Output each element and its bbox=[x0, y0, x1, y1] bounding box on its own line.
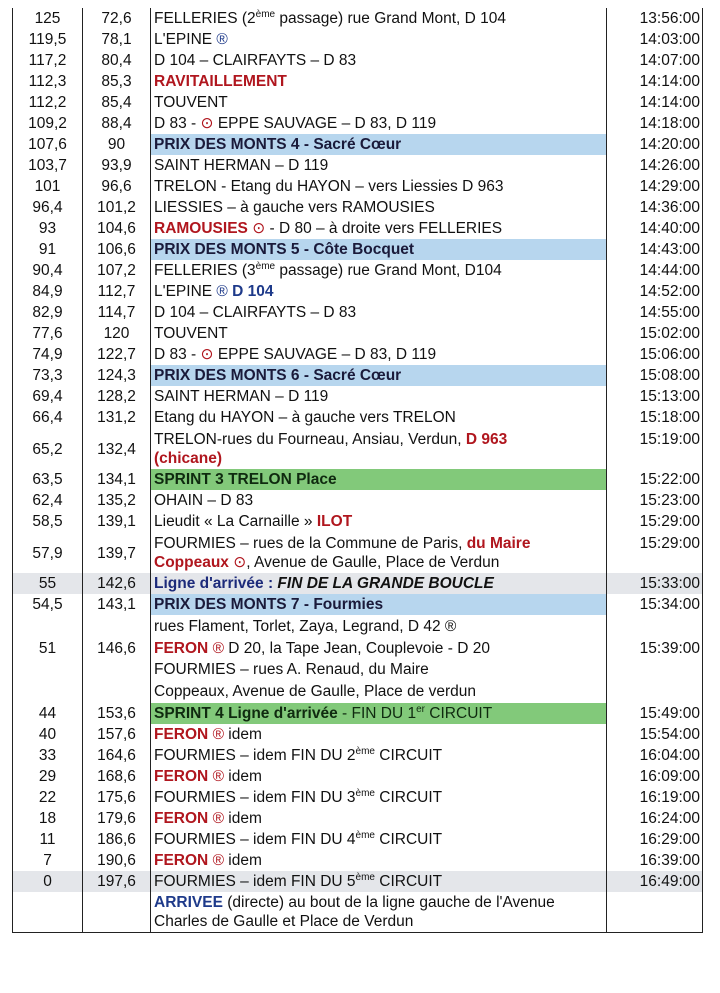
passage-time: 14:14:00 bbox=[607, 92, 703, 113]
km-covered: 135,2 bbox=[83, 490, 151, 511]
route-description: SAINT HERMAN – D 119 bbox=[151, 155, 607, 176]
passage-time: 15:29:00 bbox=[607, 532, 703, 573]
km-remaining: 91 bbox=[13, 239, 83, 260]
km-covered: 164,6 bbox=[83, 745, 151, 766]
registered-symbol: ® bbox=[216, 283, 228, 300]
km-remaining: 57,9 bbox=[13, 532, 83, 573]
passage-time: 14:36:00 bbox=[607, 197, 703, 218]
passage-time: 15:22:00 bbox=[607, 469, 703, 490]
route-description: FELLERIES (3ème passage) rue Grand Mont, D104 bbox=[151, 260, 607, 281]
km-remaining: 55 bbox=[13, 573, 83, 594]
route-description: D 83 - ⊙ EPPE SAUVAGE – D 83, D 119 bbox=[151, 344, 607, 365]
km-remaining: 96,4 bbox=[13, 197, 83, 218]
table-row bbox=[13, 239, 703, 260]
registered-symbol: ® bbox=[212, 726, 224, 743]
km-covered: 104,6 bbox=[83, 218, 151, 239]
table-row bbox=[13, 113, 703, 134]
route-schedule bbox=[12, 8, 702, 933]
table-row bbox=[13, 511, 703, 532]
passage-time: 15:34:00 bbox=[607, 594, 703, 615]
table-row bbox=[13, 344, 703, 365]
km-remaining: 112,3 bbox=[13, 71, 83, 92]
passage-time: 16:19:00 bbox=[607, 787, 703, 808]
table-row bbox=[13, 29, 703, 50]
passage-time: 16:09:00 bbox=[607, 766, 703, 787]
route-description: Lieudit « La Carnaille » ILOT bbox=[151, 511, 607, 532]
route-description: TRELON-rues du Fourneau, Ansiau, Verdun, D 963 (chicane) bbox=[151, 428, 607, 469]
km-remaining: 73,3 bbox=[13, 365, 83, 386]
table-row bbox=[13, 155, 703, 176]
km-covered: 143,1 bbox=[83, 594, 151, 615]
route-description: D 104 – CLAIRFAYTS – D 83 bbox=[151, 302, 607, 323]
table-row bbox=[13, 490, 703, 511]
climb-label: PRIX DES MONTS 5 - Côte Bocquet bbox=[151, 239, 607, 260]
km-remaining: 82,9 bbox=[13, 302, 83, 323]
route-description: SAINT HERMAN – D 119 bbox=[151, 386, 607, 407]
route-description: FOURMIES – idem FIN DU 3ème CIRCUIT bbox=[151, 787, 607, 808]
table-row bbox=[13, 50, 703, 71]
route-description: RAMOUSIES ⊙ - D 80 – à droite vers FELLERIES bbox=[151, 218, 607, 239]
passage-time: 14:44:00 bbox=[607, 260, 703, 281]
km-covered: 190,6 bbox=[83, 850, 151, 871]
roundabout-symbol: ⊙ bbox=[200, 115, 214, 132]
table-row bbox=[13, 281, 703, 302]
km-remaining: 125 bbox=[13, 8, 83, 29]
registered-symbol: ® bbox=[212, 768, 224, 785]
km-remaining: 84,9 bbox=[13, 281, 83, 302]
route-description: FELLERIES (2ème passage) rue Grand Mont, D 104 bbox=[151, 8, 607, 29]
table-row bbox=[13, 197, 703, 218]
km-covered: 90 bbox=[83, 134, 151, 155]
passage-time: 15:39:00 bbox=[607, 615, 703, 703]
passage-time: 16:39:00 bbox=[607, 850, 703, 871]
km-covered: 139,1 bbox=[83, 511, 151, 532]
passage-time: 13:56:00 bbox=[607, 8, 703, 29]
passage-time: 14:14:00 bbox=[607, 71, 703, 92]
passage-time: 15:33:00 bbox=[607, 573, 703, 594]
registered-symbol: ® bbox=[212, 810, 224, 827]
km-remaining: 18 bbox=[13, 808, 83, 829]
table-row bbox=[13, 745, 703, 766]
passage-time: 15:13:00 bbox=[607, 386, 703, 407]
route-description: FERON ® idem bbox=[151, 850, 607, 871]
km-covered: 101,2 bbox=[83, 197, 151, 218]
km-covered: 80,4 bbox=[83, 50, 151, 71]
route-description: FOURMIES – idem FIN DU 2ème CIRCUIT bbox=[151, 745, 607, 766]
passage-time: 14:07:00 bbox=[607, 50, 703, 71]
km-covered: 106,6 bbox=[83, 239, 151, 260]
km-covered: 93,9 bbox=[83, 155, 151, 176]
km-remaining: 58,5 bbox=[13, 511, 83, 532]
km-covered: 179,6 bbox=[83, 808, 151, 829]
km-remaining: 65,2 bbox=[13, 428, 83, 469]
passage-time: 16:49:00 bbox=[607, 871, 703, 892]
table-row bbox=[13, 428, 703, 469]
table-row bbox=[13, 323, 703, 344]
table-row bbox=[13, 92, 703, 113]
table-row bbox=[13, 176, 703, 197]
km-covered: 72,6 bbox=[83, 8, 151, 29]
passage-time: 15:49:00 bbox=[607, 703, 703, 724]
km-remaining: 101 bbox=[13, 176, 83, 197]
table-row bbox=[13, 850, 703, 871]
km-remaining: 74,9 bbox=[13, 344, 83, 365]
km-remaining: 0 bbox=[13, 871, 83, 892]
passage-time: 15:06:00 bbox=[607, 344, 703, 365]
route-description: Etang du HAYON – à gauche vers TRELON bbox=[151, 407, 607, 428]
route-description: TOUVENT bbox=[151, 92, 607, 113]
route-description: LIESSIES – à gauche vers RAMOUSIES bbox=[151, 197, 607, 218]
passage-time: 15:29:00 bbox=[607, 511, 703, 532]
table-row bbox=[13, 134, 703, 155]
table-row bbox=[13, 218, 703, 239]
route-description: TRELON - Etang du HAYON – vers Liessies D 963 bbox=[151, 176, 607, 197]
registered-symbol: ® bbox=[212, 639, 224, 657]
km-remaining: 7 bbox=[13, 850, 83, 871]
route-description: FOURMIES – rues de la Commune de Paris, du Maire Coppeaux ⊙, Avenue de Gaulle, Place de Verdun bbox=[151, 532, 607, 573]
table-row bbox=[13, 8, 703, 29]
km-remaining: 90,4 bbox=[13, 260, 83, 281]
route-description: D 83 - ⊙ EPPE SAUVAGE – D 83, D 119 bbox=[151, 113, 607, 134]
km-covered: 128,2 bbox=[83, 386, 151, 407]
km-remaining: 109,2 bbox=[13, 113, 83, 134]
passage-time: 15:23:00 bbox=[607, 490, 703, 511]
table-row bbox=[13, 871, 703, 892]
finish-line-label: Ligne d'arrivée : FIN DE LA GRANDE BOUCLE bbox=[151, 573, 607, 594]
registered-symbol: ® bbox=[444, 618, 457, 635]
passage-time bbox=[607, 892, 703, 933]
km-covered: 131,2 bbox=[83, 407, 151, 428]
km-remaining: 40 bbox=[13, 724, 83, 745]
route-description: OHAIN – D 83 bbox=[151, 490, 607, 511]
roundabout-symbol: ⊙ bbox=[252, 220, 266, 237]
km-covered: 88,4 bbox=[83, 113, 151, 134]
passage-time: 14:03:00 bbox=[607, 29, 703, 50]
passage-time: 15:54:00 bbox=[607, 724, 703, 745]
passage-time: 14:40:00 bbox=[607, 218, 703, 239]
route-description: L'EPINE ® D 104 bbox=[151, 281, 607, 302]
route-description: FOURMIES – idem FIN DU 4ème CIRCUIT bbox=[151, 829, 607, 850]
km-covered: 107,2 bbox=[83, 260, 151, 281]
passage-time: 14:20:00 bbox=[607, 134, 703, 155]
table-row bbox=[13, 260, 703, 281]
table-row bbox=[13, 386, 703, 407]
km-remaining: 22 bbox=[13, 787, 83, 808]
passage-time: 14:18:00 bbox=[607, 113, 703, 134]
km-covered: 142,6 bbox=[83, 573, 151, 594]
table-row bbox=[13, 532, 703, 573]
km-covered: 112,7 bbox=[83, 281, 151, 302]
table-row bbox=[13, 407, 703, 428]
km-covered: 132,4 bbox=[83, 428, 151, 469]
km-covered: 78,1 bbox=[83, 29, 151, 50]
table-row bbox=[13, 703, 703, 724]
km-remaining: 29 bbox=[13, 766, 83, 787]
table-row bbox=[13, 573, 703, 594]
passage-time: 16:04:00 bbox=[607, 745, 703, 766]
km-covered: 186,6 bbox=[83, 829, 151, 850]
km-covered: 153,6 bbox=[83, 703, 151, 724]
passage-time: 14:26:00 bbox=[607, 155, 703, 176]
passage-time: 15:08:00 bbox=[607, 365, 703, 386]
table-row bbox=[13, 71, 703, 92]
passage-time: 16:29:00 bbox=[607, 829, 703, 850]
km-remaining: 63,5 bbox=[13, 469, 83, 490]
km-covered: 139,7 bbox=[83, 532, 151, 573]
km-covered: 146,6 bbox=[83, 615, 151, 703]
route-description: FERON ® idem bbox=[151, 808, 607, 829]
table-row bbox=[13, 365, 703, 386]
roundabout-symbol: ⊙ bbox=[233, 554, 247, 571]
route-description: D 104 – CLAIRFAYTS – D 83 bbox=[151, 50, 607, 71]
km-remaining: 77,6 bbox=[13, 323, 83, 344]
km-covered: 175,6 bbox=[83, 787, 151, 808]
table-row bbox=[13, 808, 703, 829]
sprint-label: SPRINT 3 TRELON Place bbox=[151, 469, 607, 490]
km-covered: 197,6 bbox=[83, 871, 151, 892]
km-remaining: 93 bbox=[13, 218, 83, 239]
km-covered: 120 bbox=[83, 323, 151, 344]
route-description: L'EPINE ® bbox=[151, 29, 607, 50]
finish-description: ARRIVEE (directe) au bout de la ligne gauche de l'Avenue Charles de Gaulle et Place de Verdun bbox=[151, 892, 607, 933]
km-covered: 168,6 bbox=[83, 766, 151, 787]
km-covered: 122,7 bbox=[83, 344, 151, 365]
registered-symbol: ® bbox=[216, 31, 228, 48]
km-remaining: 62,4 bbox=[13, 490, 83, 511]
km-covered bbox=[83, 892, 151, 933]
km-covered: 134,1 bbox=[83, 469, 151, 490]
passage-time: 15:02:00 bbox=[607, 323, 703, 344]
route-description: FOURMIES – idem FIN DU 5ème CIRCUIT bbox=[151, 871, 607, 892]
km-remaining: 44 bbox=[13, 703, 83, 724]
table-row bbox=[13, 594, 703, 615]
passage-time: 14:52:00 bbox=[607, 281, 703, 302]
km-covered: 124,3 bbox=[83, 365, 151, 386]
feed-zone-label: RAVITAILLEMENT bbox=[151, 71, 607, 92]
table-row bbox=[13, 892, 703, 933]
km-remaining bbox=[13, 892, 83, 933]
table-row bbox=[13, 469, 703, 490]
km-remaining: 117,2 bbox=[13, 50, 83, 71]
passage-time: 14:29:00 bbox=[607, 176, 703, 197]
passage-time: 15:19:00 bbox=[607, 428, 703, 469]
passage-time: 16:24:00 bbox=[607, 808, 703, 829]
route-description: FERON ® idem bbox=[151, 724, 607, 745]
table-row bbox=[13, 766, 703, 787]
km-remaining: 33 bbox=[13, 745, 83, 766]
climb-label: PRIX DES MONTS 7 - Fourmies bbox=[151, 594, 607, 615]
route-description: TOUVENT bbox=[151, 323, 607, 344]
registered-symbol: ® bbox=[212, 852, 224, 869]
km-remaining: 51 bbox=[13, 615, 83, 703]
table-row bbox=[13, 787, 703, 808]
passage-time: 15:18:00 bbox=[607, 407, 703, 428]
climb-label: PRIX DES MONTS 6 - Sacré Cœur bbox=[151, 365, 607, 386]
km-remaining: 107,6 bbox=[13, 134, 83, 155]
km-remaining: 119,5 bbox=[13, 29, 83, 50]
km-covered: 114,7 bbox=[83, 302, 151, 323]
route-description: rues Flament, Torlet, Zaya, Legrand, D 42 ® FERON ® D 20, la Tape Jean, Couplevoie - D 20 FOURMIES – rues A. Renaud, du Maire Coppeaux, Avenue de Gaulle, Place de verdun bbox=[151, 615, 607, 703]
route-table bbox=[12, 8, 703, 933]
table-row bbox=[13, 829, 703, 850]
km-covered: 85,3 bbox=[83, 71, 151, 92]
climb-label: PRIX DES MONTS 4 - Sacré Cœur bbox=[151, 134, 607, 155]
km-covered: 96,6 bbox=[83, 176, 151, 197]
passage-time: 14:43:00 bbox=[607, 239, 703, 260]
passage-time: 14:55:00 bbox=[607, 302, 703, 323]
km-remaining: 54,5 bbox=[13, 594, 83, 615]
route-description: FERON ® idem bbox=[151, 766, 607, 787]
table-row bbox=[13, 302, 703, 323]
km-remaining: 66,4 bbox=[13, 407, 83, 428]
km-covered: 157,6 bbox=[83, 724, 151, 745]
km-remaining: 112,2 bbox=[13, 92, 83, 113]
km-remaining: 11 bbox=[13, 829, 83, 850]
table-row bbox=[13, 615, 703, 703]
km-remaining: 69,4 bbox=[13, 386, 83, 407]
km-remaining: 103,7 bbox=[13, 155, 83, 176]
roundabout-symbol: ⊙ bbox=[200, 346, 214, 363]
sprint-label: SPRINT 4 Ligne d'arrivée - FIN DU 1er CIRCUIT bbox=[151, 703, 607, 724]
table-row bbox=[13, 724, 703, 745]
km-covered: 85,4 bbox=[83, 92, 151, 113]
